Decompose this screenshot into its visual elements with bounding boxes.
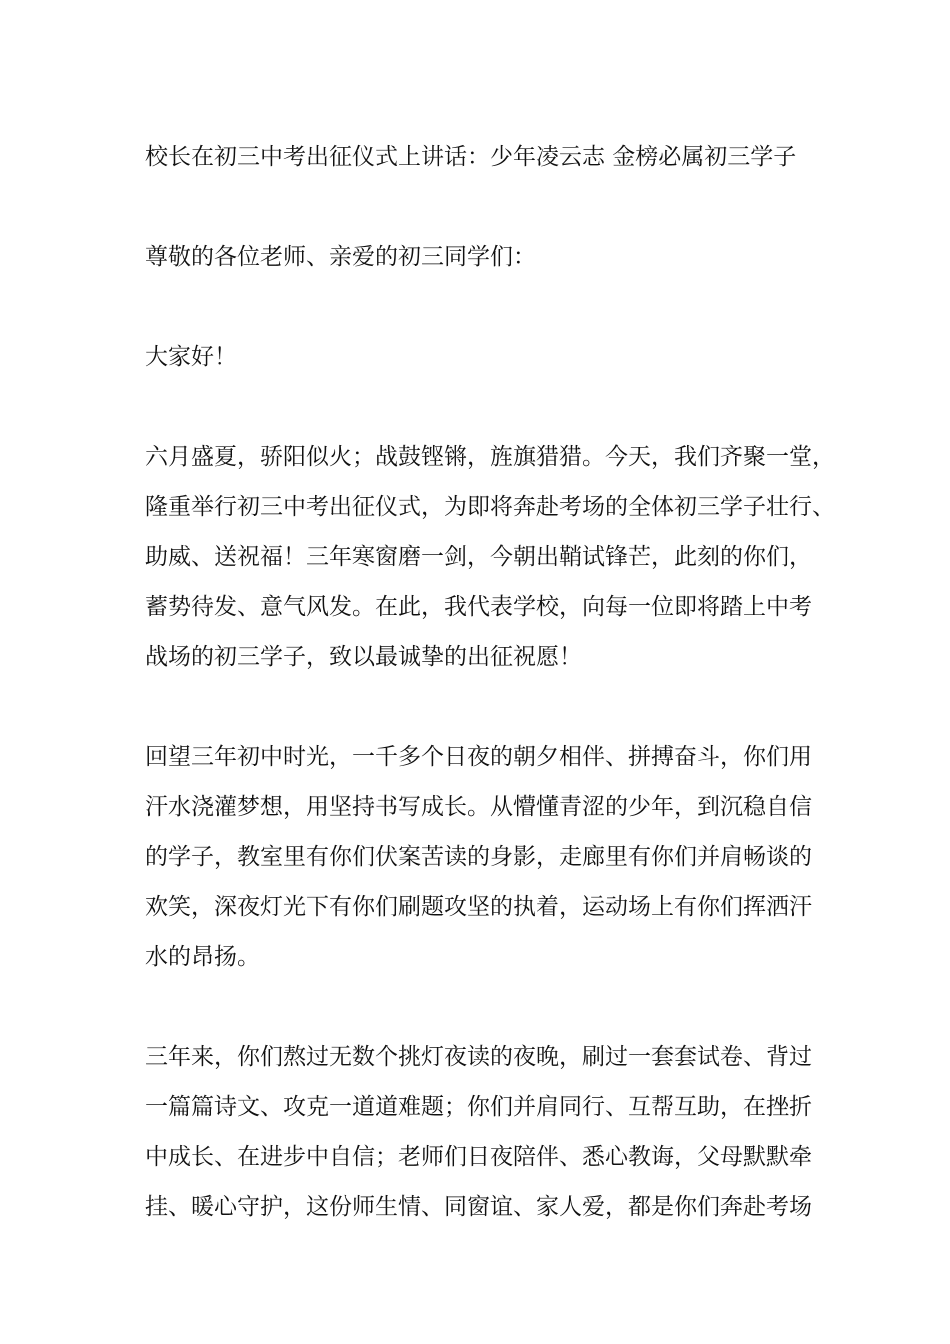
paragraph-3 [145,1032,835,1232]
paragraph-line: 助威、送祝福！三年寒窗磨一剑，今朝出鞘试锋芒，此刻的你们， [145,544,812,570]
paragraph-line: 的学子，教室里有你们伏案苦读的身影，走廊里有你们并肩畅谈的 [145,844,812,870]
spacer [145,182,835,232]
spacer [145,382,835,432]
spacer [145,982,835,1032]
paragraph-line: 蓄势待发、意气风发。在此，我代表学校，向每一位即将踏上中考 [145,594,812,620]
paragraph-line: 汗水浇灌梦想，用坚持书写成长。从懵懂青涩的少年，到沉稳自信 [145,794,812,820]
paragraph-2 [145,732,835,982]
greeting: 大家好！ [145,344,237,370]
paragraph-line: 战场的初三学子，致以最诚挚的出征祝愿！ [145,644,582,670]
paragraph-line: 回望三年初中时光，一千多个日夜的朝夕相伴、拼搏奋斗，你们用 [145,744,812,770]
paragraph-line: 中成长、在进步中自信；老师们日夜陪伴、悉心教诲，父母默默牵 [145,1144,812,1170]
paragraph-line: 水的昂扬。 [145,944,260,970]
salutation: 尊敬的各位老师、亲爱的初三同学们： [145,244,536,270]
paragraph-line: 挂、暖心守护，这份师生情、同窗谊、家人爱，都是你们奔赴考场 [145,1194,812,1220]
document-title: 校长在初三中考出征仪式上讲话：少年凌云志 金榜必属初三学子 [145,144,797,170]
document-body [145,132,835,1232]
paragraph-line: 欢笑，深夜灯光下有你们刷题攻坚的执着，运动场上有你们挥洒汗 [145,894,812,920]
paragraph-line: 三年来，你们熬过无数个挑灯夜读的夜晚，刷过一套套试卷、背过 [145,1044,812,1070]
paragraph-1 [145,432,835,682]
paragraph-line: 六月盛夏，骄阳似火；战鼓铿锵，旌旗猎猎。今天，我们齐聚一堂， [145,444,835,470]
paragraph-line: 隆重举行初三中考出征仪式，为即将奔赴考场的全体初三学子壮行、 [145,494,835,520]
spacer [145,282,835,332]
spacer [145,682,835,732]
paragraph-line: 一篇篇诗文、攻克一道道难题；你们并肩同行、互帮互助，在挫折 [145,1094,812,1120]
